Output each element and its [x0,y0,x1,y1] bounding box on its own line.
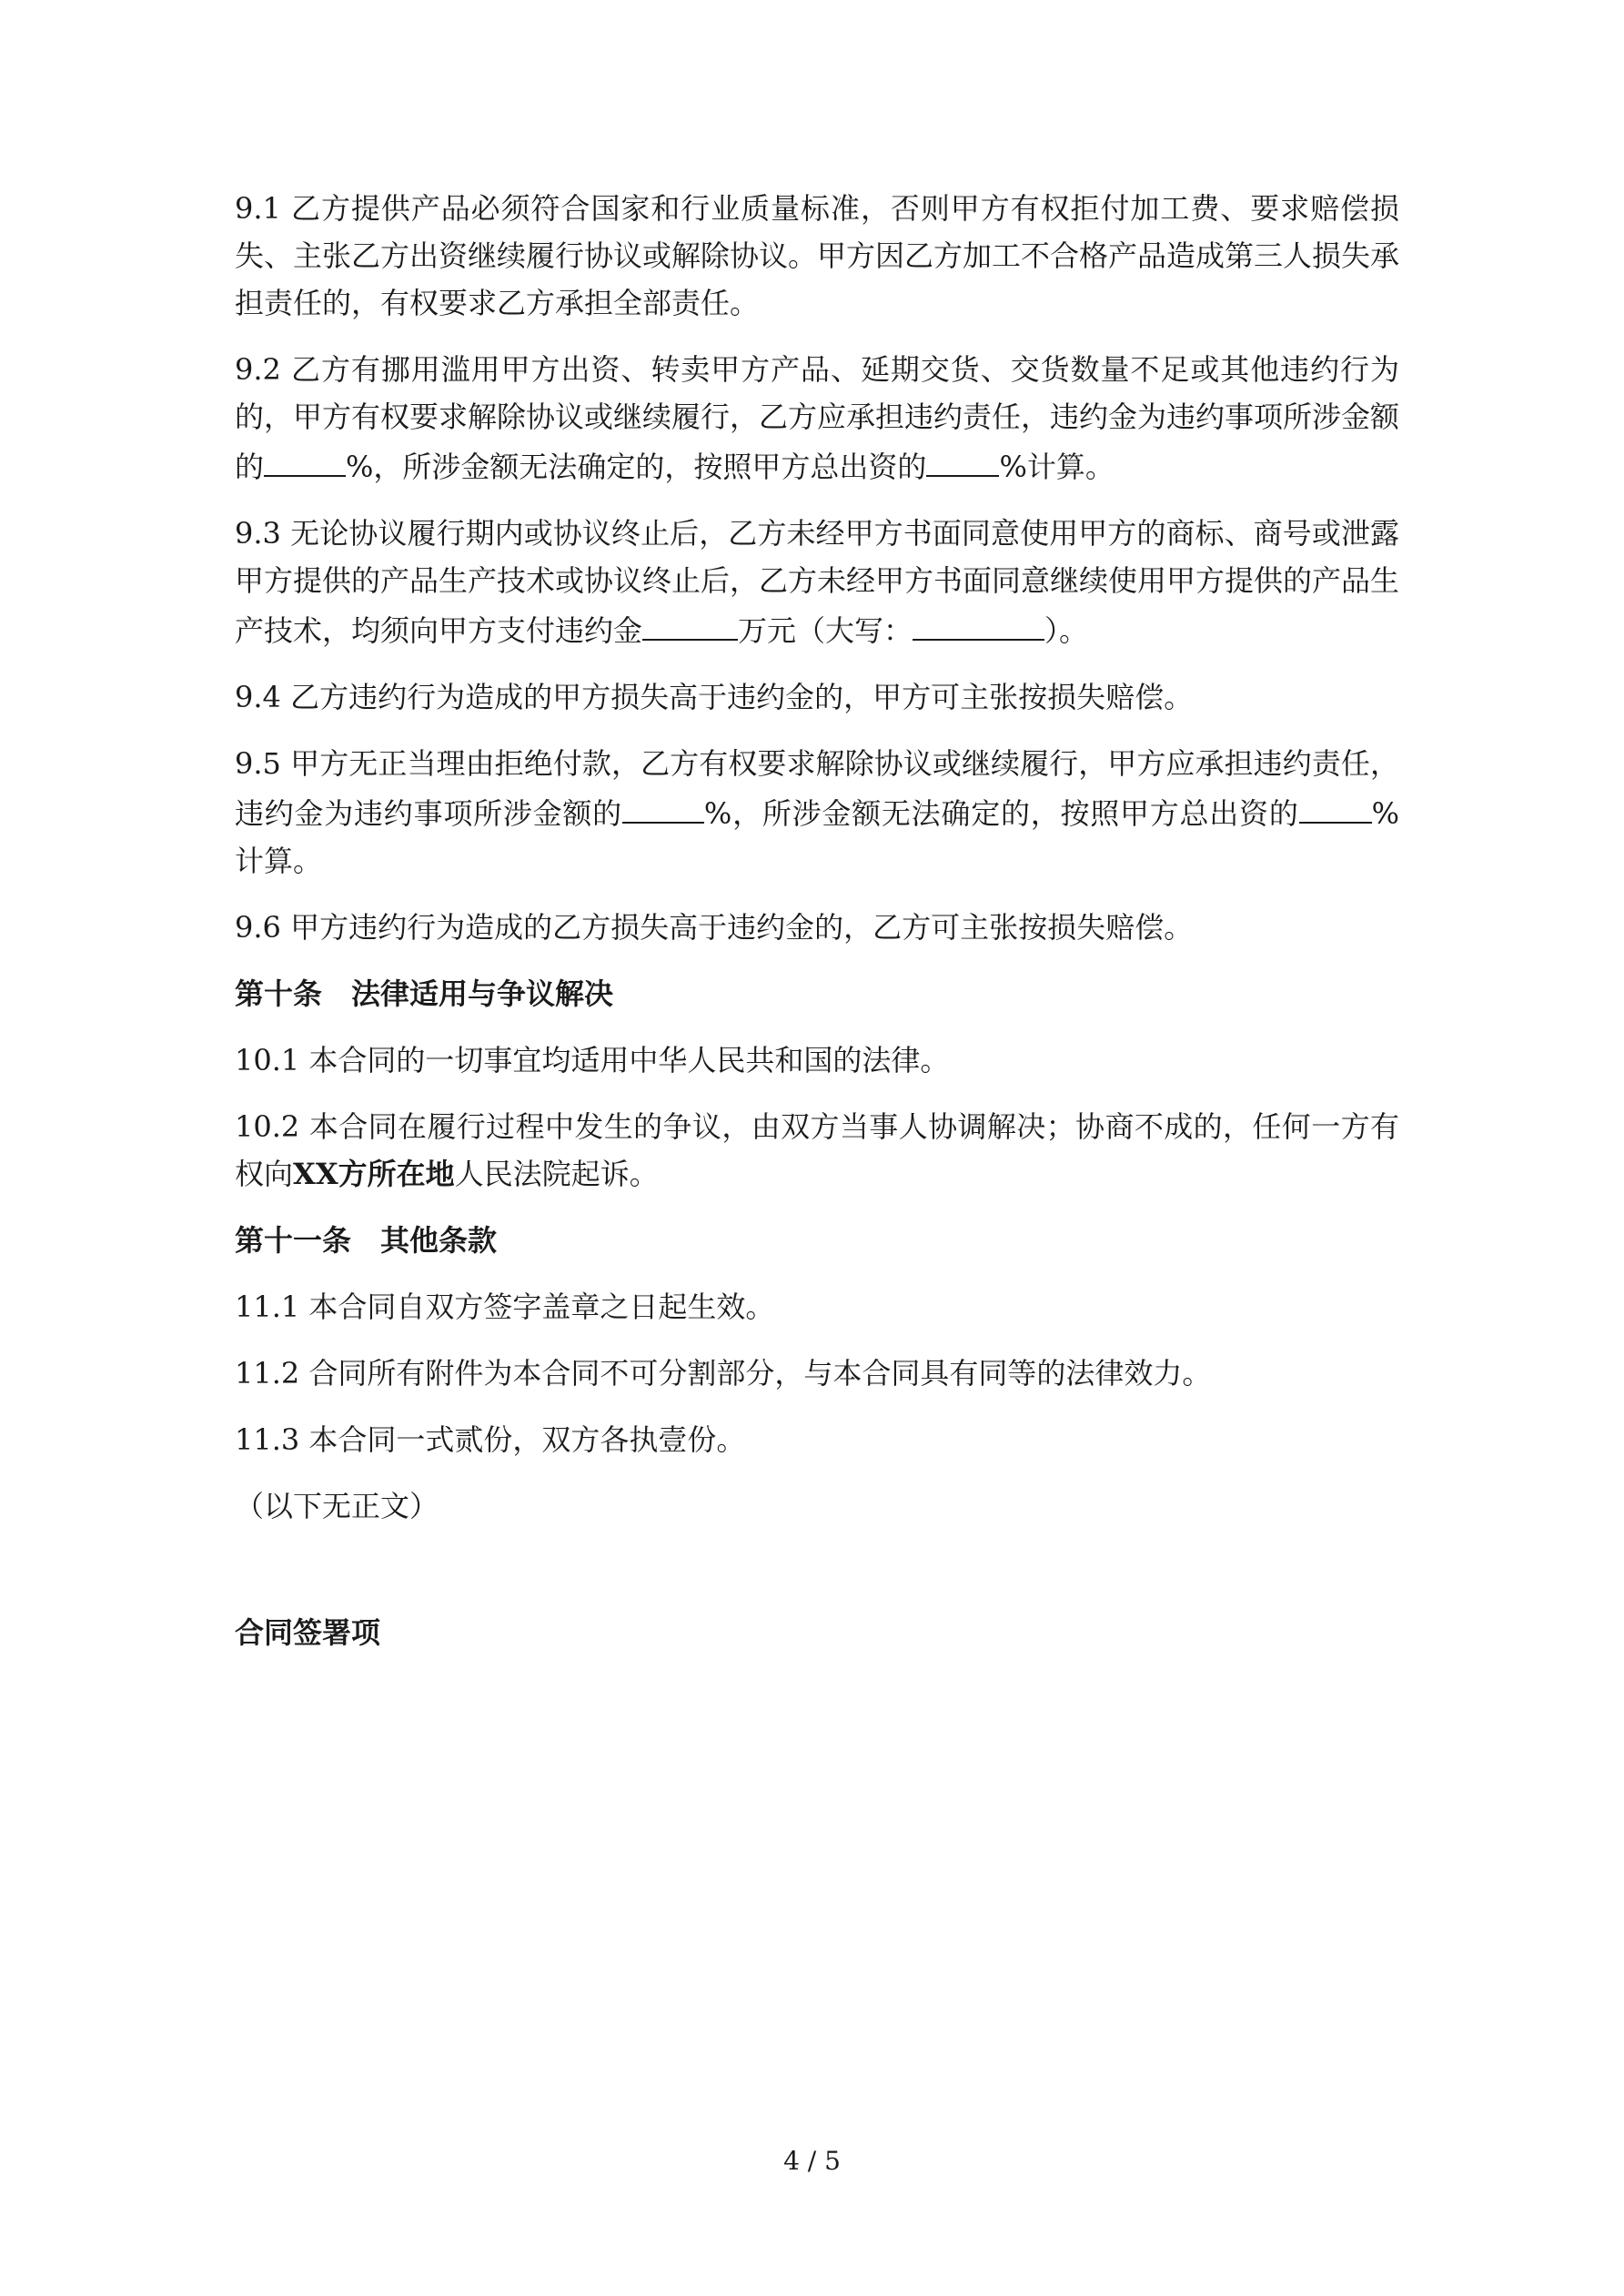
clause-9-2: 9.2 乙方有挪用滥用甲方出资、转卖甲方产品、延期交货、交货数量不足或其他违约行为的，甲方有权要求解除协议或继续履行，乙方应承担违约责任，违约金为违约事项所涉金额的 %，所涉金额无法确定的，按照甲方总出资的 %计算。 [235,352,1400,484]
contract-body [235,185,1399,1652]
clause-10-2: 10.2 本合同在履行过程中发生的争议，由双方当事人协调解决；协商不成的，任何一方有权向XX方所在地人民法院起诉。 [235,1109,1399,1191]
signature-section-title: 合同签署项 [235,1615,381,1650]
clause-9-4: 9.4 乙方违约行为造成的甲方损失高于违约金的，甲方可主张按损失赔偿。 [235,680,1194,714]
fill-blank [926,440,999,477]
fill-blank [642,604,738,641]
clause-9-3: 9.3 无论协议履行期内或协议终止后，乙方未经甲方书面同意使用甲方的商标、商号或泄露甲方提供的产品生产技术或协议终止后，乙方未经甲方书面同意继续使用甲方提供的产品生产技术，均须向甲方支付违约金 万元（大写： ）。 [235,516,1400,648]
page-number: 4 / 5 [783,2146,841,2176]
court-location: XX方所在地 [293,1157,455,1191]
no-more-text-note: （以下无正文） [235,1489,439,1523]
fill-blank [913,604,1044,641]
fill-blank [622,787,704,824]
clause-10-1: 10.1 本合同的一切事宜均适用中华人民共和国的法律。 [235,1043,950,1077]
fill-blank [264,440,346,477]
fill-blank [1299,787,1372,824]
clause-9-6: 9.6 甲方违约行为造成的乙方损失高于违约金的，乙方可主张按损失赔偿。 [235,910,1194,945]
clause-11-3: 11.3 本合同一式贰份，双方各执壹份。 [235,1422,746,1457]
article-10-heading: 第十条 法律适用与争议解决 [235,976,614,1011]
clause-11-1: 11.1 本合同自双方签字盖章之日起生效。 [235,1290,775,1324]
clause-9-5: 9.5 甲方无正当理由拒绝付款，乙方有权要求解除协议或继续履行，甲方应承担违约责任，违约金为违约事项所涉金额的 %，所涉金额无法确定的，按照甲方总出资的 %计算。 [235,746,1399,878]
clause-9-1: 9.1 乙方提供产品必须符合国家和行业质量标准，否则甲方有权拒付加工费、要求赔偿损失、主张乙方出资继续履行协议或解除协议。甲方因乙方加工不合格产品造成第三人损失承担责任的，有权要求乙方承担全部责任。 [235,191,1400,320]
clause-11-2: 11.2 合同所有附件为本合同不可分割部分，与本合同具有同等的法律效力。 [235,1356,1212,1391]
article-11-heading: 第十一条 其他条款 [235,1223,498,1258]
